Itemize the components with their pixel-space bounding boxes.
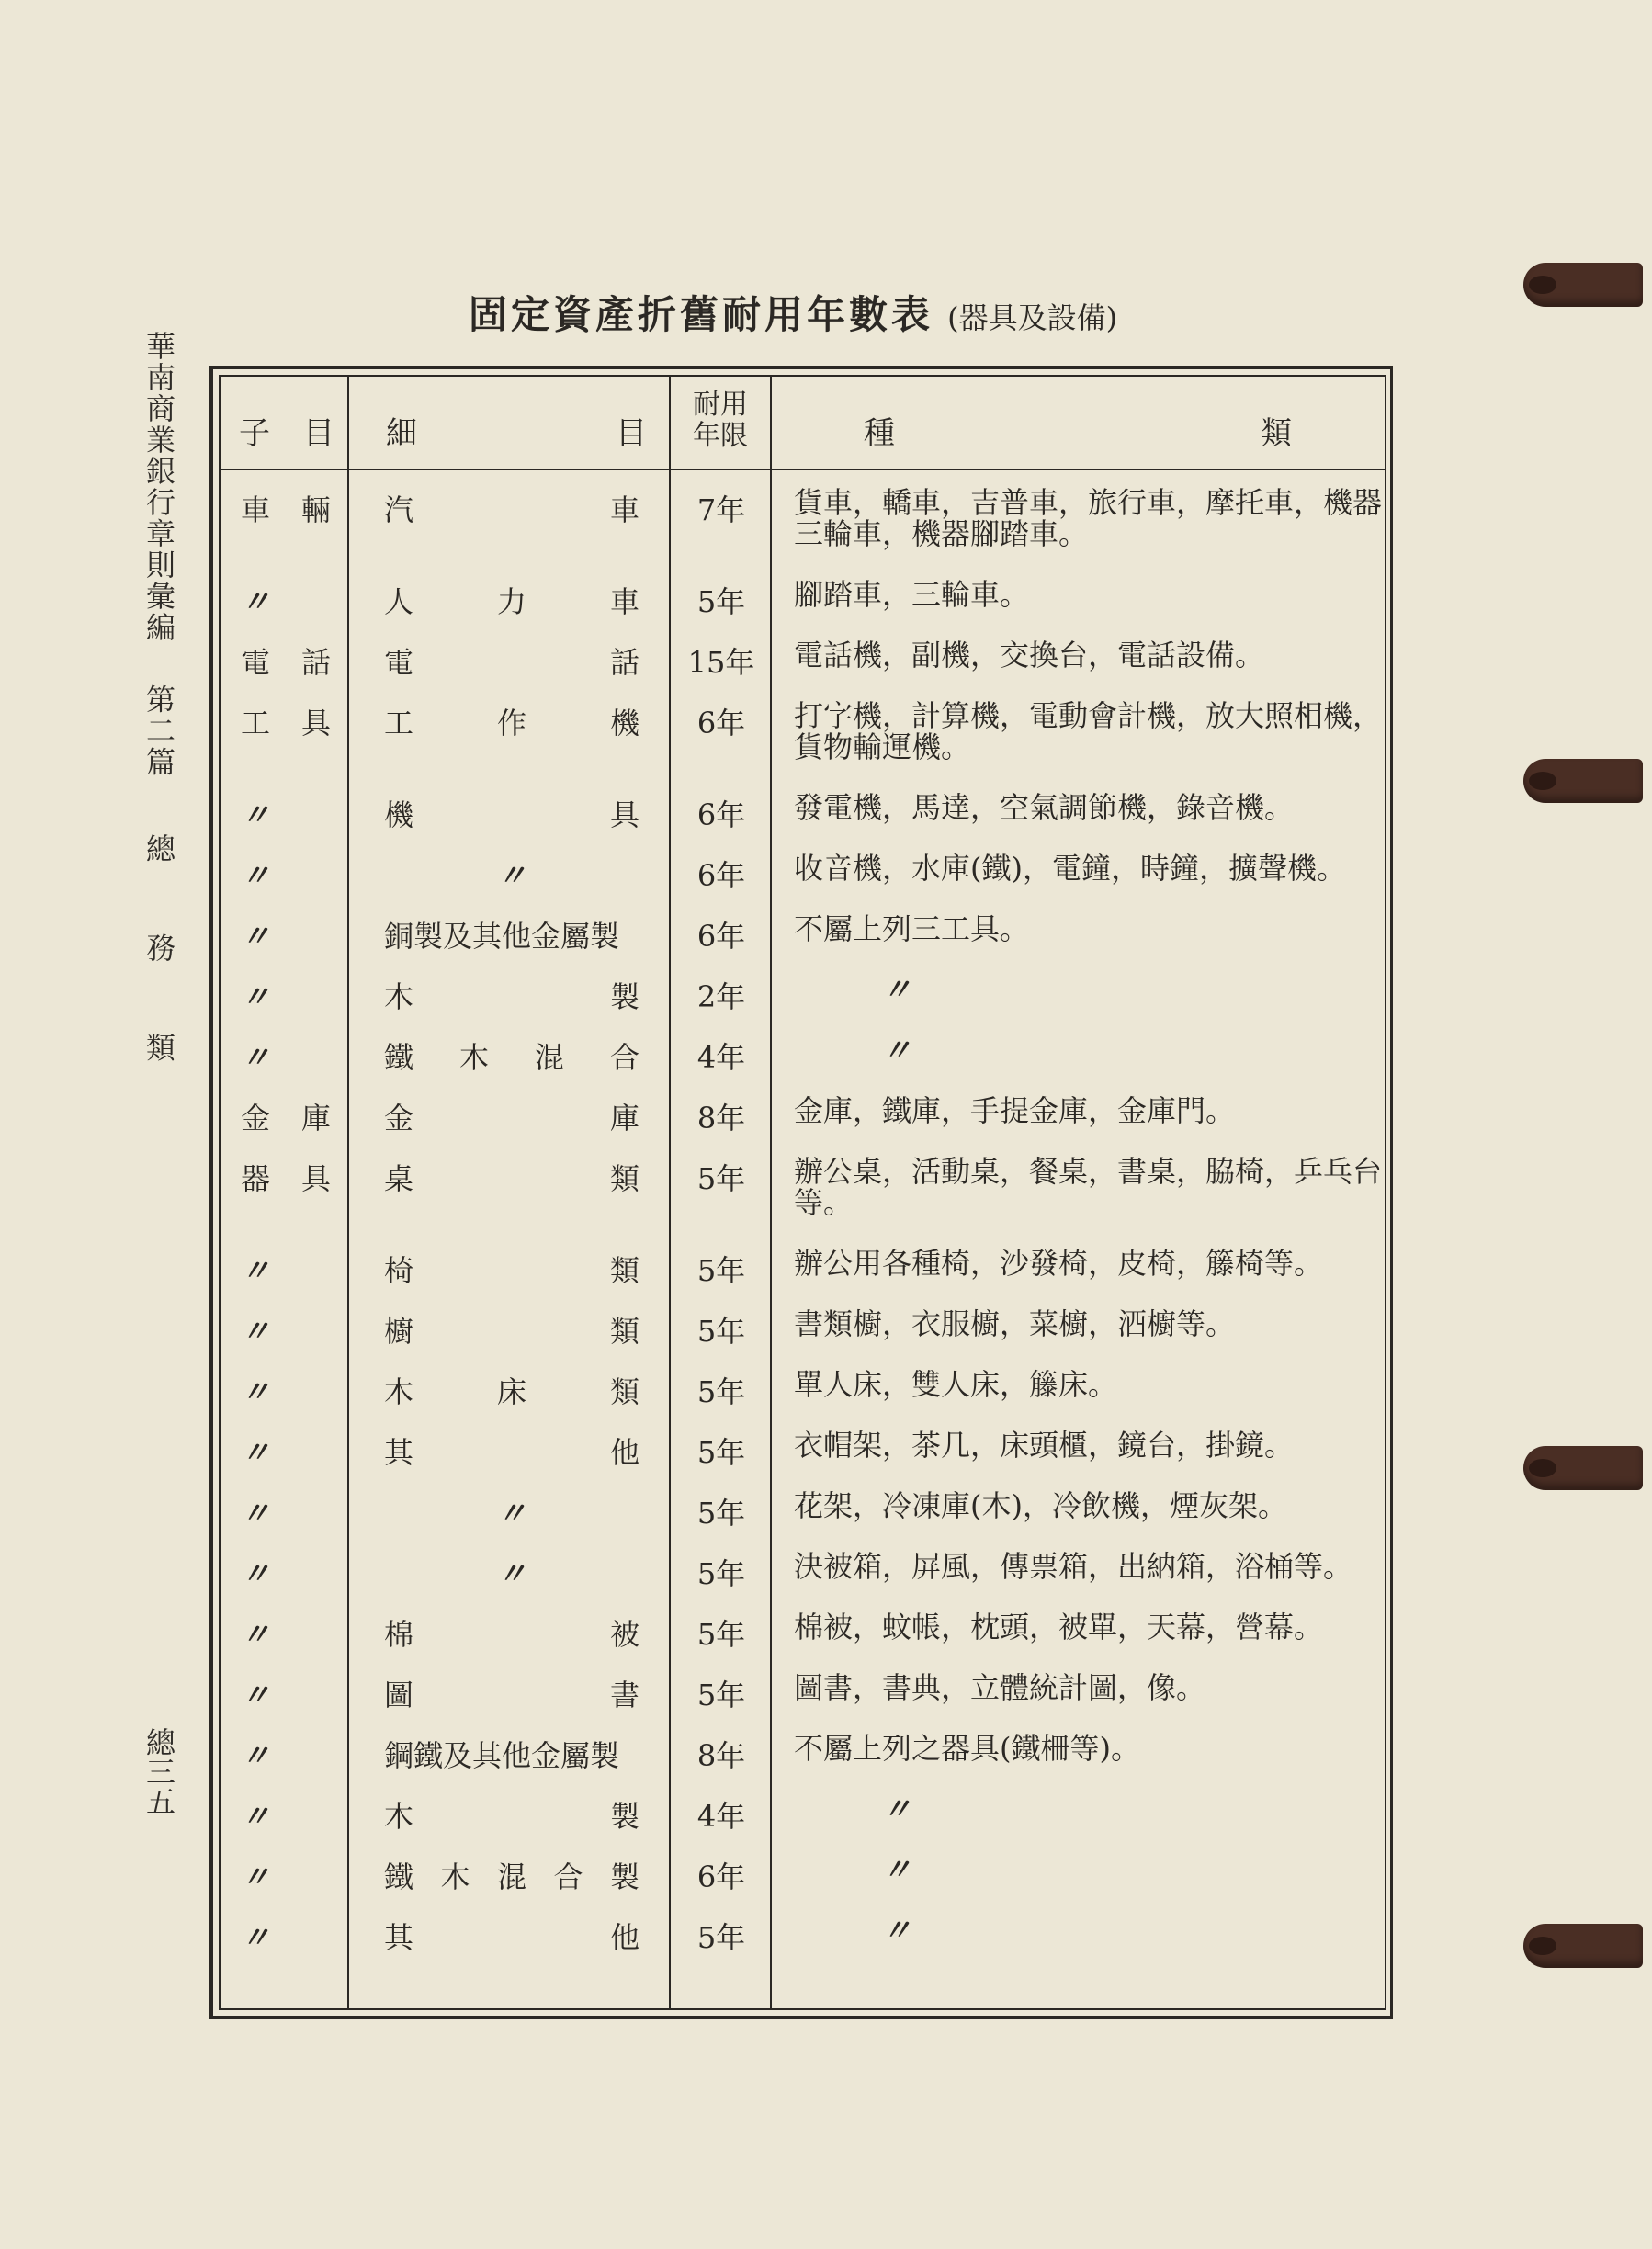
detail-cell [349, 1733, 671, 1793]
header-line: 耐用 [693, 389, 748, 421]
life-cell: 15年 [687, 645, 755, 680]
table-row [221, 700, 1389, 792]
detail-text: 銅製及其他金屬製 [384, 919, 620, 954]
table-row [221, 1156, 1389, 1248]
detail-text: 櫥 [384, 1314, 414, 1349]
detail-text: 桌 [384, 1161, 414, 1196]
detail-text: 木 [384, 1799, 414, 1834]
table-row [221, 1854, 1389, 1915]
title-sub: (器具及設備) [947, 300, 1118, 335]
category-cell: 〃 [241, 858, 302, 893]
category-cell: 〃 [241, 1617, 302, 1652]
table-row [221, 1551, 1389, 1611]
depreciation-table [209, 366, 1393, 2019]
detail-cell [349, 1095, 671, 1156]
detail-text: 椅 [384, 1253, 414, 1288]
detail-text: 書 [609, 1678, 639, 1712]
table-row [221, 1308, 1389, 1369]
table-row [221, 853, 1389, 913]
detail-text: 木 [384, 979, 414, 1014]
kind-cell: 〃 [882, 1033, 912, 1068]
detail-text: 被 [609, 1617, 639, 1652]
category-char: 務 [141, 932, 176, 965]
table-row [221, 639, 1389, 700]
table-row [221, 1915, 1389, 1975]
detail-text: 〃 [496, 1556, 526, 1591]
life-cell: 6年 [696, 797, 746, 832]
detail-cell [349, 1672, 671, 1733]
category-cell: 器具 [241, 1161, 363, 1196]
detail-cell [349, 1611, 671, 1672]
kind-cell: 不屬上列之器具(鐵柵等)。 [794, 1731, 1140, 1766]
header-kind [772, 377, 1389, 469]
table-row [221, 1095, 1389, 1156]
book-title: 華南商業銀行章則彙編 [141, 331, 176, 643]
detail-text: 鐵 [384, 1040, 414, 1075]
life-cell: 5年 [696, 1496, 746, 1531]
kind-cell: 電話機，副機，交換台，電話設備。 [794, 638, 1265, 672]
kind-cell: 收音機，水庫(鐵)，電鐘，時鐘，擴聲機。 [794, 851, 1346, 886]
detail-text: 鋼鐵及其他金屬製 [384, 1738, 620, 1773]
detail-text: 製 [609, 1799, 639, 1834]
table-row [221, 913, 1389, 974]
life-cell: 6年 [696, 1859, 746, 1894]
detail-text: 庫 [609, 1101, 639, 1136]
detail-text: 其 [384, 1435, 414, 1470]
detail-cell [349, 639, 671, 700]
life-cell: 6年 [696, 858, 746, 893]
detail-text: 類 [609, 1253, 639, 1288]
detail-text: 力 [496, 584, 526, 619]
kind-cell: 打字機，計算機，電動會計機，放大照相機，貨物輸運機。 [794, 698, 1383, 764]
page-title [469, 285, 1204, 340]
section-label: 第二篇 [141, 684, 176, 778]
life-cell: 4年 [696, 1040, 746, 1075]
table-row [221, 1248, 1389, 1308]
header-detail [349, 377, 669, 469]
binding-tie [1523, 1446, 1643, 1490]
header-life [671, 377, 770, 469]
life-cell: 5年 [696, 1920, 746, 1955]
detail-text: 混 [496, 1859, 526, 1894]
detail-text: 話 [609, 645, 639, 680]
detail-cell [349, 1430, 671, 1490]
kind-cell: 單人床，雙人床，籐床。 [794, 1367, 1118, 1402]
header-char: 子 [239, 415, 270, 452]
table-row [221, 1793, 1389, 1854]
detail-text: 他 [609, 1435, 639, 1470]
kind-cell: 〃 [882, 972, 912, 1007]
category-cell: 〃 [241, 1040, 302, 1075]
life-cell: 4年 [696, 1799, 746, 1834]
table-body [221, 487, 1389, 1975]
detail-text: 類 [609, 1161, 639, 1196]
category-cell: 金庫 [241, 1101, 363, 1136]
kind-cell: 腳踏車，三輪車。 [794, 577, 1030, 612]
detail-text: 類 [609, 1374, 639, 1409]
category-cell: 〃 [241, 1253, 302, 1288]
life-cell: 5年 [696, 1556, 746, 1591]
kind-cell: 決被箱，屏風，傳票箱，出納箱，浴桶等。 [794, 1549, 1353, 1584]
header-char: 類 [1261, 415, 1292, 452]
detail-text: 作 [496, 706, 526, 740]
detail-text: 機 [384, 797, 414, 832]
binding-tie [1523, 759, 1643, 803]
kind-cell: 花架，冷凍庫(木)，冷飲機，煙灰架。 [794, 1488, 1287, 1523]
detail-text: 木 [458, 1040, 489, 1075]
detail-text: 機 [609, 706, 639, 740]
category-cell: 〃 [241, 1678, 302, 1712]
life-cell: 5年 [696, 584, 746, 619]
life-cell: 8年 [696, 1101, 746, 1136]
life-cell: 2年 [696, 979, 746, 1014]
kind-cell: 金庫，鐵庫，手提金庫，金庫門。 [794, 1093, 1236, 1128]
detail-cell [349, 1156, 671, 1248]
detail-text: 圖 [384, 1678, 414, 1712]
kind-cell: 〃 [882, 1791, 912, 1826]
category-cell: 〃 [241, 797, 302, 832]
kind-cell: 圖書，書典，立體統計圖，像。 [794, 1670, 1206, 1705]
life-cell: 5年 [696, 1253, 746, 1288]
detail-cell [349, 853, 671, 913]
life-cell: 5年 [696, 1617, 746, 1652]
side-header [136, 331, 182, 1063]
detail-text: 合 [609, 1040, 639, 1075]
detail-cell [349, 487, 671, 579]
category-cell: 〃 [241, 1374, 302, 1409]
detail-cell [349, 1308, 671, 1369]
category-cell: 〃 [241, 979, 302, 1014]
kind-cell: 貨車，轎車，吉普車，旅行車，摩托車，機器三輪車，機器腳踏車。 [794, 485, 1383, 551]
life-cell: 5年 [696, 1161, 746, 1196]
table-row [221, 974, 1389, 1034]
header-divider [221, 469, 1385, 470]
life-cell: 7年 [696, 492, 746, 527]
detail-text: 製 [609, 979, 639, 1014]
detail-text: 〃 [496, 858, 526, 893]
detail-text: 木 [384, 1374, 414, 1409]
detail-cell [349, 1793, 671, 1854]
detail-text: 〃 [496, 1496, 526, 1531]
detail-text: 車 [609, 492, 639, 527]
detail-text: 床 [496, 1374, 526, 1409]
category-cell: 〃 [241, 1496, 302, 1531]
header-char: 細 [386, 415, 417, 452]
category-cell: 〃 [241, 1920, 302, 1955]
detail-text: 具 [609, 797, 639, 832]
table-row [221, 1490, 1389, 1551]
kind-cell: 發電機，馬達，空氣調節機，錄音機。 [794, 790, 1295, 825]
life-cell: 6年 [696, 706, 746, 740]
detail-text: 混 [534, 1040, 564, 1075]
kind-cell: 棉被，蚊帳，枕頭，被單，天幕，營幕。 [794, 1610, 1324, 1644]
category-cell: 〃 [241, 1799, 302, 1834]
detail-text: 電 [384, 645, 414, 680]
page-number: 總三五 [141, 1727, 176, 1815]
category-cell: 工具 [241, 706, 363, 740]
detail-text: 棉 [384, 1617, 414, 1652]
table-row [221, 487, 1389, 579]
header-char: 目 [616, 415, 647, 452]
detail-cell [349, 1490, 671, 1551]
life-cell: 5年 [696, 1678, 746, 1712]
table-row [221, 792, 1389, 853]
category-cell: 車輛 [241, 492, 363, 527]
kind-cell: 書類櫥，衣服櫥，菜櫥，酒櫥等。 [794, 1306, 1236, 1341]
detail-cell [349, 1854, 671, 1915]
kind-cell: 辦公桌，活動桌，餐桌，書桌，脇椅，乒乓台等。 [794, 1154, 1383, 1220]
detail-cell [349, 913, 671, 974]
category-cell: 〃 [241, 1556, 302, 1591]
detail-text: 人 [384, 584, 414, 619]
detail-cell [349, 1034, 671, 1095]
header-char: 種 [864, 415, 895, 452]
detail-cell [349, 579, 671, 639]
category-cell: 電話 [241, 645, 363, 680]
life-cell: 6年 [696, 919, 746, 954]
category-cell: 〃 [241, 1314, 302, 1349]
detail-text: 類 [609, 1314, 639, 1349]
table-row [221, 1672, 1389, 1733]
category-cell: 〃 [241, 919, 302, 954]
kind-cell: 〃 [882, 1852, 912, 1887]
detail-text: 鐵 [384, 1859, 414, 1894]
header-line: 年限 [693, 420, 748, 452]
detail-text: 他 [609, 1920, 639, 1955]
header-category [221, 377, 347, 469]
detail-cell [349, 1915, 671, 1975]
detail-text: 合 [553, 1859, 583, 1894]
detail-text: 車 [609, 584, 639, 619]
category-char: 總 [141, 832, 176, 865]
table-row [221, 1034, 1389, 1095]
category-cell: 〃 [241, 1435, 302, 1470]
category-char: 類 [141, 1032, 176, 1064]
life-cell: 5年 [696, 1314, 746, 1349]
detail-cell [349, 1551, 671, 1611]
detail-cell [349, 700, 671, 792]
detail-text: 汽 [384, 492, 414, 527]
detail-text: 其 [384, 1920, 414, 1955]
detail-cell [349, 1369, 671, 1430]
detail-cell [349, 974, 671, 1034]
life-cell: 8年 [696, 1738, 746, 1773]
category-cell: 〃 [241, 1859, 302, 1894]
kind-cell: 衣帽架，茶几，床頭櫃，鏡台，掛鏡。 [794, 1428, 1295, 1463]
kind-cell: 不屬上列三工具。 [794, 911, 1030, 946]
title-main: 固定資產折舊耐用年數表 [469, 292, 934, 337]
detail-text: 金 [384, 1101, 414, 1136]
table-row [221, 1611, 1389, 1672]
kind-cell: 〃 [882, 1913, 912, 1948]
detail-cell [349, 1248, 671, 1308]
detail-text: 製 [609, 1859, 639, 1894]
kind-cell: 辦公用各種椅，沙發椅，皮椅，籐椅等。 [794, 1246, 1324, 1281]
category-cell: 〃 [241, 1738, 302, 1773]
binding-tie [1523, 1924, 1643, 1968]
binding-tie [1523, 263, 1643, 307]
table-row [221, 1733, 1389, 1793]
category-cell: 〃 [241, 584, 302, 619]
life-cell: 5年 [696, 1435, 746, 1470]
header-char: 目 [303, 415, 334, 452]
detail-cell [349, 792, 671, 853]
life-cell: 5年 [696, 1374, 746, 1409]
detail-text: 木 [440, 1859, 470, 1894]
table-row [221, 1430, 1389, 1490]
table-row [221, 1369, 1389, 1430]
detail-text: 工 [384, 706, 414, 740]
table-row [221, 579, 1389, 639]
